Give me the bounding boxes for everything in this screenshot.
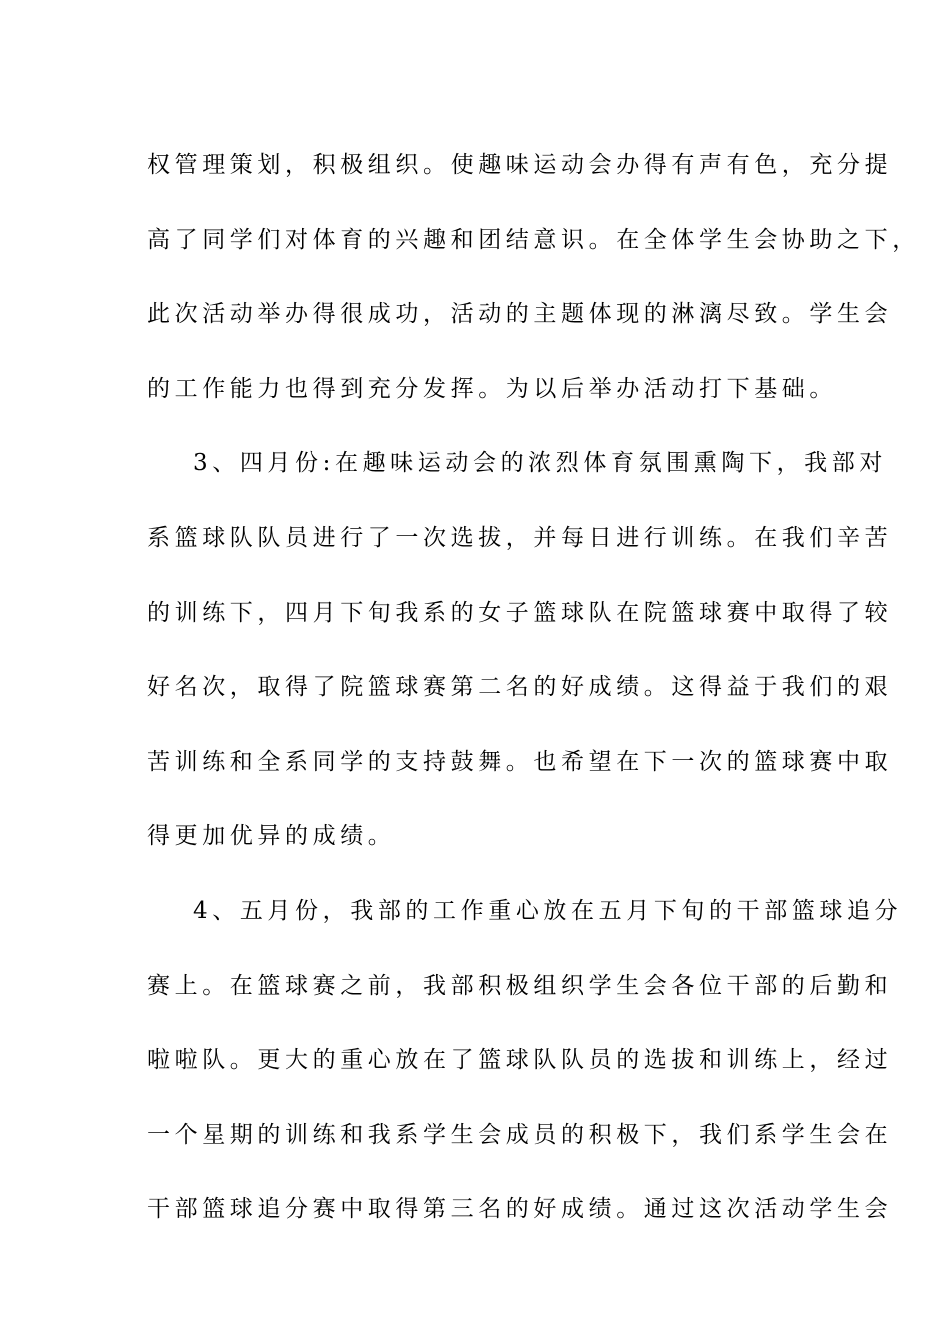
text-line: 赛上。在篮球赛之前，我部积极组织学生会各位干部的后勤和: [147, 972, 893, 999]
text-line: 此次活动举办得很成功，活动的主题体现的淋漓尽致。学生会: [147, 301, 893, 328]
text-line: 权管理策划，积极组织。使趣味运动会办得有声有色，充分提: [147, 152, 893, 178]
text-line: 一个星期的训练和我系学生会成员的积极下，我们系学生会在: [147, 1121, 893, 1148]
paragraph-start-line: 4、五月份，我部的工作重心放在五月下旬的干部篮球追分: [193, 897, 903, 924]
text-line: 干部篮球追分赛中取得第三名的好成绩。通过这次活动学生会: [147, 1196, 893, 1223]
text-line: 高了同学们对体育的兴趣和团结意识。在全体学生会协助之下，: [147, 226, 920, 253]
body-text: [147, 128, 920, 1247]
paragraph-start-line: 3、四月份:在趣味运动会的浓烈体育氛围熏陶下，我部对: [193, 450, 887, 477]
text-line: 得更加优异的成绩。: [147, 823, 396, 850]
text-line: 苦训练和全系同学的支持鼓舞。也希望在下一次的篮球赛中取: [147, 748, 893, 775]
text-line: 的训练下，四月下旬我系的女子篮球队在院篮球赛中取得了较: [147, 599, 893, 626]
text-line: 的工作能力也得到充分发挥。为以后举办活动打下基础。: [147, 375, 837, 402]
text-line: 系篮球队队员进行了一次选拔，并每日进行训练。在我们辛苦: [147, 524, 893, 551]
text-line: 好名次，取得了院篮球赛第二名的好成绩。这得益于我们的艰: [147, 674, 893, 701]
text-line: 啦啦队。更大的重心放在了篮球队队员的选拔和训练上，经过: [147, 1047, 893, 1074]
